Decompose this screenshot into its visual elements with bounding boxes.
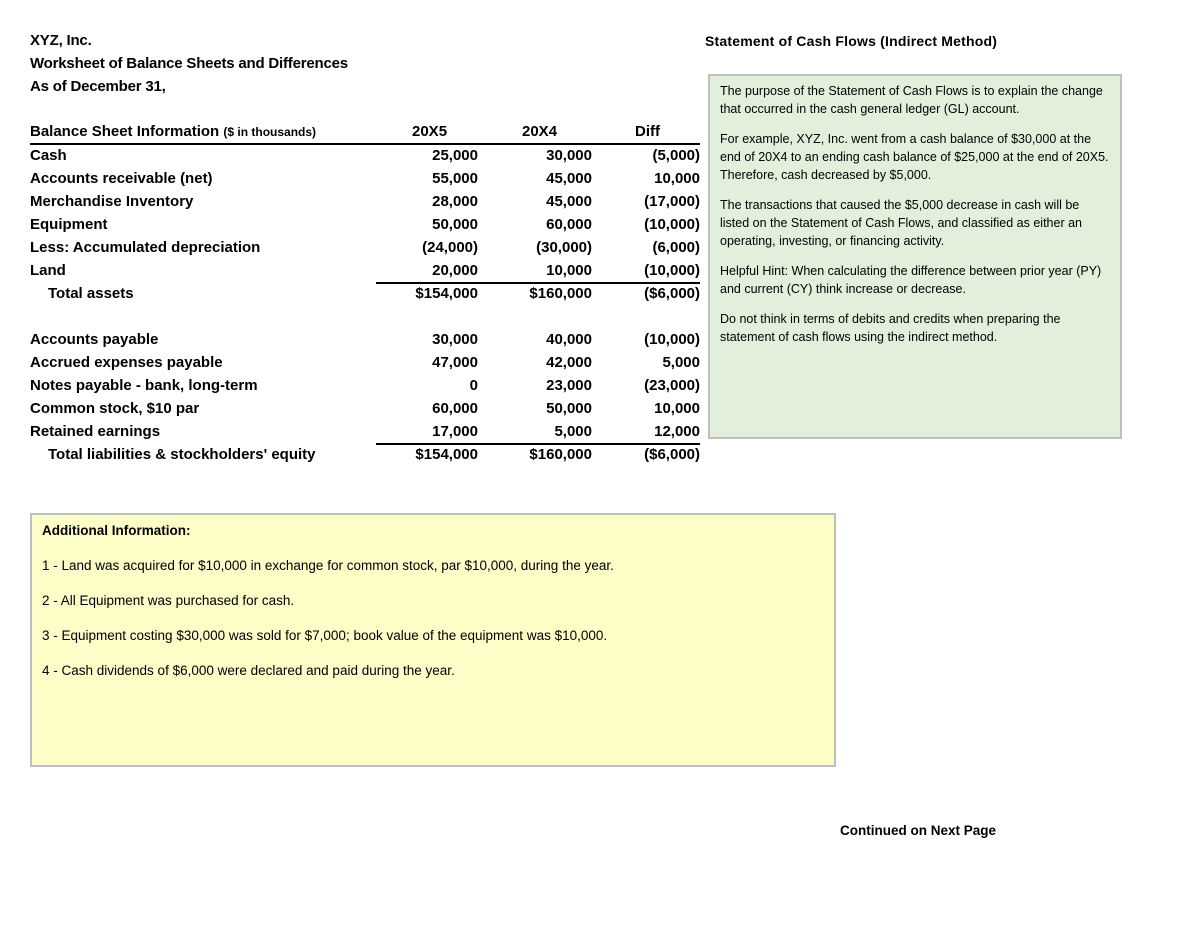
list-item: 2 - All Equipment was purchased for cash. [42, 593, 295, 608]
value-20x5: 0 [469, 377, 478, 394]
value-20x5: 60,000 [432, 400, 478, 417]
value-20x5: 28,000 [432, 193, 478, 210]
table-row [30, 377, 702, 400]
debits-credits-note: Do not think in terms of debits and credits when preparing the statement of cash flows using the indirect method. [720, 312, 1061, 344]
helpful-hint: Helpful Hint: When calculating the difference between prior year (PY) and current (CY) think increase or decrease. [720, 264, 1102, 296]
table-row [30, 354, 702, 377]
value-diff: (5,000) [652, 147, 700, 164]
row-label: Accounts receivable (net) [30, 170, 213, 187]
subtotal-underline [376, 443, 700, 445]
value-diff: (23,000) [644, 377, 700, 394]
value-20x5: 55,000 [432, 170, 478, 187]
value-20x5: 25,000 [432, 147, 478, 164]
row-label: Retained earnings [30, 423, 161, 440]
total-assets-row [30, 285, 702, 308]
value-20x5: $154,000 [415, 285, 478, 302]
row-label: Cash [30, 147, 67, 164]
value-diff: (10,000) [644, 262, 700, 279]
value-20x4: 5,000 [554, 423, 592, 440]
explanation-box [708, 74, 1122, 439]
table-row [30, 331, 702, 354]
table-row [30, 170, 702, 193]
value-diff: 10,000 [654, 170, 700, 187]
list-item: 1 - Land was acquired for $10,000 in exchange for common stock, par $10,000, during the year. [42, 558, 614, 573]
col-header-20x4: 20X4 [522, 123, 558, 140]
balance-sheet-table [30, 120, 702, 470]
row-label: Common stock, $10 par [30, 400, 200, 417]
table-row [30, 239, 702, 262]
section-label-text: Balance Sheet Information [30, 123, 220, 140]
value-20x5: 20,000 [432, 262, 478, 279]
row-label: Equipment [30, 216, 108, 233]
as-of-date: As of December 31, [30, 78, 166, 95]
additional-information-title: Additional Information: [42, 523, 191, 538]
value-20x4: 23,000 [546, 377, 592, 394]
list-item: 4 - Cash dividends of $6,000 were declared and paid during the year. [42, 663, 455, 678]
value-20x4: 45,000 [546, 193, 592, 210]
row-label: Accrued expenses payable [30, 354, 223, 371]
value-20x4: 50,000 [546, 400, 592, 417]
value-diff: (17,000) [644, 193, 700, 210]
worksheet-subtitle: Worksheet of Balance Sheets and Differences [30, 55, 348, 72]
value-20x5: $154,000 [415, 446, 478, 463]
value-20x5: 47,000 [432, 354, 478, 371]
statement-title: Statement of Cash Flows (Indirect Method) [705, 33, 998, 49]
value-20x5: (24,000) [422, 239, 478, 256]
value-diff: 12,000 [654, 423, 700, 440]
section-note: ($ in thousands) [223, 125, 317, 139]
value-diff: 5,000 [662, 354, 700, 371]
value-20x5: 17,000 [432, 423, 478, 440]
list-item: 3 - Equipment costing $30,000 was sold for $7,000; book value of the equipment was $10,000. [42, 628, 608, 643]
row-label: Total liabilities & stockholders' equity [48, 446, 316, 463]
explanation-purpose: The purpose of the Statement of Cash Flows is to explain the change that occurred in the cash general ledger (GL) account. [720, 84, 1103, 116]
value-20x4: 42,000 [546, 354, 592, 371]
value-20x4: $160,000 [529, 446, 592, 463]
col-header-20x5: 20X5 [412, 123, 448, 140]
company-name: XYZ, Inc. [30, 32, 92, 49]
value-20x5: 50,000 [432, 216, 478, 233]
total-liabilities-row [30, 446, 702, 469]
value-diff: ($6,000) [644, 446, 700, 463]
continued-note: Continued on Next Page [840, 823, 997, 838]
explanation-example: For example, XYZ, Inc. went from a cash balance of $30,000 at the end of 20X4 to an ending cash balance of $25,000 at the end of 20X5. Therefore, cash decreased by $5,000. [720, 132, 1109, 182]
explanation-transactions: The transactions that caused the $5,000 decrease in cash will be listed on the Statement of Cash Flows, and classified as either an operating, investing, or financing activity. [720, 198, 1082, 248]
row-label: Total assets [48, 285, 134, 302]
table-row [30, 147, 702, 170]
col-header-diff: Diff [635, 123, 660, 140]
table-row [30, 216, 702, 239]
row-label: Land [30, 262, 66, 279]
value-20x4: 45,000 [546, 170, 592, 187]
value-diff: 10,000 [654, 400, 700, 417]
row-label: Notes payable - bank, long-term [30, 377, 258, 394]
value-20x4: 40,000 [546, 331, 592, 348]
value-20x4: 60,000 [546, 216, 592, 233]
value-diff: (10,000) [644, 216, 700, 233]
section-label [30, 123, 316, 140]
value-20x4: $160,000 [529, 285, 592, 302]
value-20x5: 30,000 [432, 331, 478, 348]
value-20x4: (30,000) [536, 239, 592, 256]
table-row [30, 193, 702, 216]
row-label: Accounts payable [30, 331, 159, 348]
value-diff: (10,000) [644, 331, 700, 348]
table-row [30, 400, 702, 423]
subtotal-underline [376, 282, 700, 284]
row-label: Merchandise Inventory [30, 193, 194, 210]
row-label: Less: Accumulated depreciation [30, 239, 261, 256]
value-20x4: 10,000 [546, 262, 592, 279]
value-diff: (6,000) [652, 239, 700, 256]
value-diff: ($6,000) [644, 285, 700, 302]
header-underline [30, 143, 700, 145]
value-20x4: 30,000 [546, 147, 592, 164]
additional-information-box [30, 513, 836, 767]
